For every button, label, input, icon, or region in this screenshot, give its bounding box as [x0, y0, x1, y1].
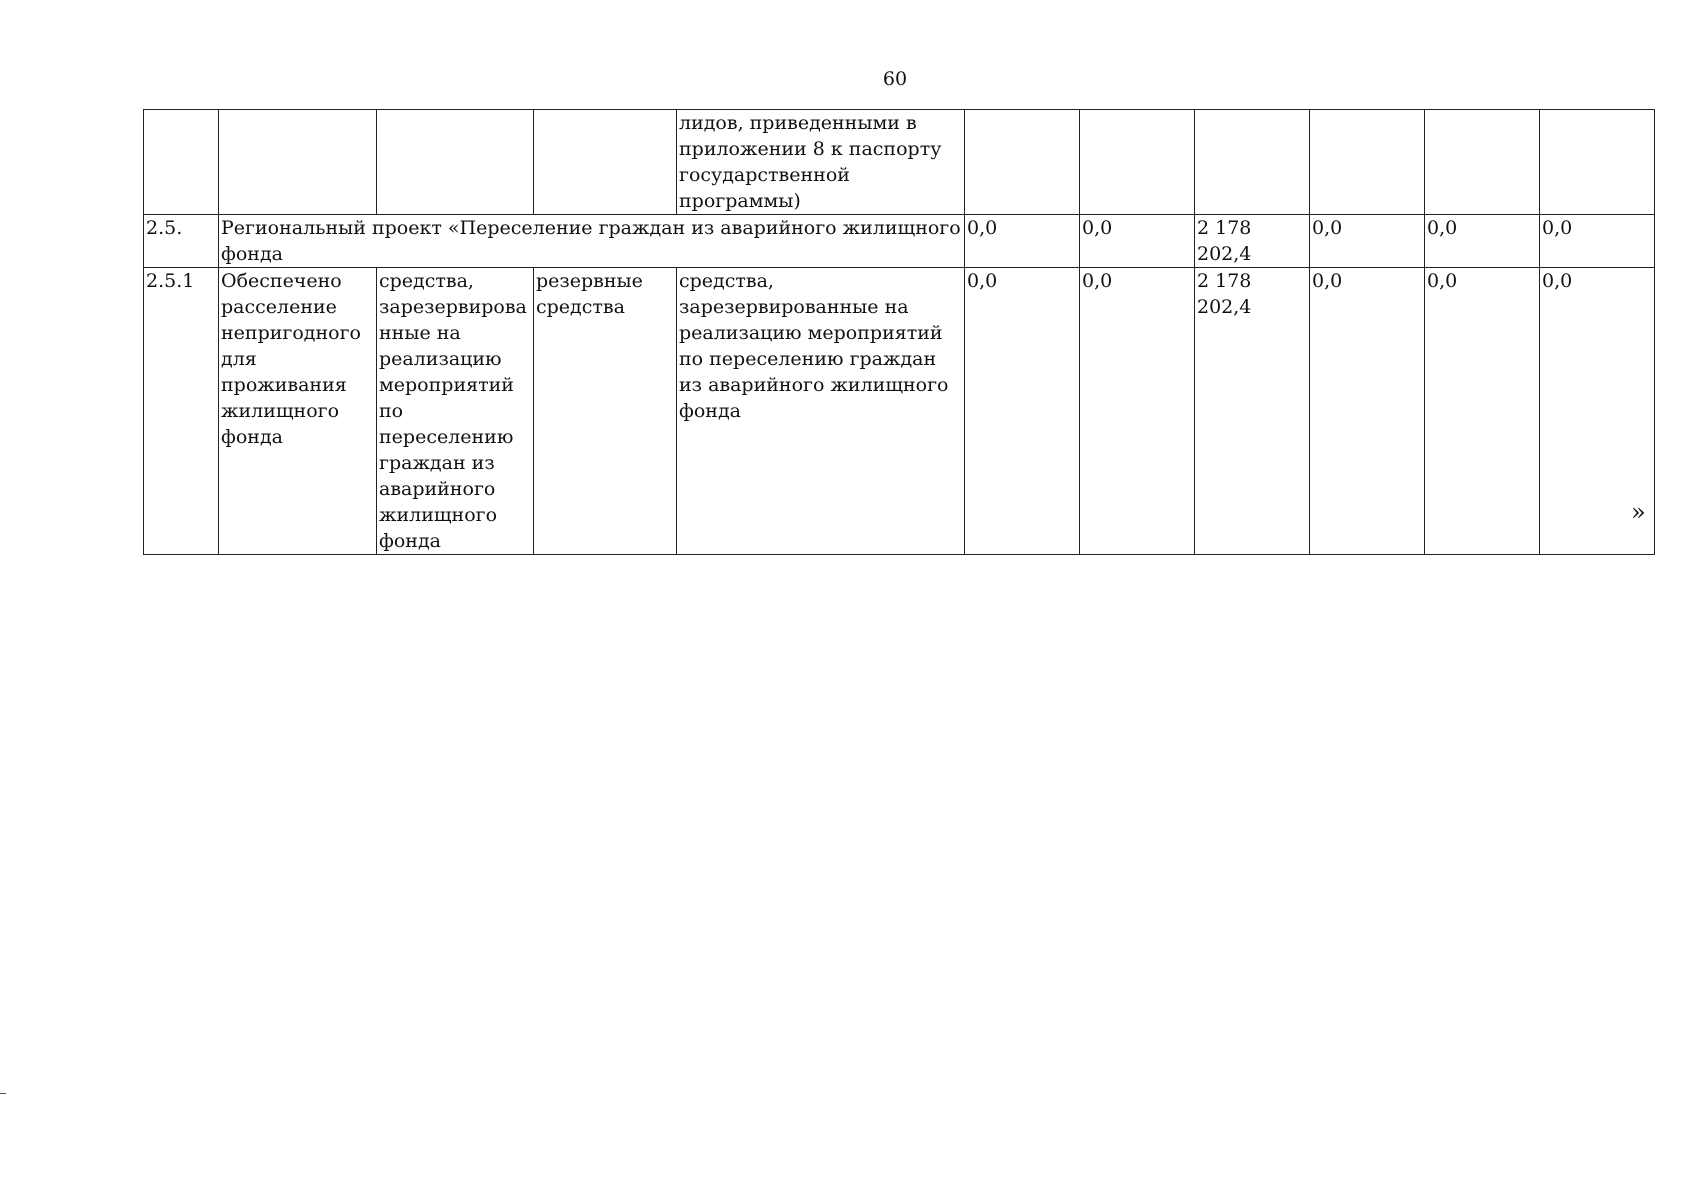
cell-description: средства, зарезервированные на реализацию мероприятий по переселению граждан из аварийного жилищного фонда — [677, 268, 965, 555]
cell-value: 0,0 — [1540, 268, 1655, 555]
closing-quote: » — [1631, 498, 1646, 526]
cell-value — [1195, 110, 1310, 215]
cell-value: 2 178 202,4 — [1195, 268, 1310, 555]
cell-value: 0,0 — [1310, 215, 1425, 268]
cell-project-title: Региональный проект «Переселение граждан из аварийного жилищного фонда — [219, 215, 965, 268]
cell-result: Обеспечено расселение непригодного для проживания жилищного фонда — [219, 268, 377, 555]
table-row-item — [144, 268, 1655, 555]
scan-edge-mark — [0, 1093, 6, 1094]
cell-type — [534, 110, 677, 215]
cell-result — [219, 110, 377, 215]
table-row-continuation — [144, 110, 1655, 215]
cell-source — [377, 110, 534, 215]
cell-type: резервные средства — [534, 268, 677, 555]
cell-value: 0,0 — [1425, 268, 1540, 555]
page-number: 60 — [882, 68, 908, 90]
cell-value — [1310, 110, 1425, 215]
cell-value: 0,0 — [1080, 268, 1195, 555]
cell-value: 0,0 — [1540, 215, 1655, 268]
cell-num: 2.5. — [144, 215, 219, 268]
cell-value: 0,0 — [1425, 215, 1540, 268]
cell-num — [144, 110, 219, 215]
cell-value: 2 178 202,4 — [1195, 215, 1310, 268]
cell-source: средства, зарезервированные на реализацию мероприятий по переселению граждан из аварийного жилищного фонда — [377, 268, 534, 555]
cell-value: 0,0 — [1310, 268, 1425, 555]
cell-value: 0,0 — [965, 268, 1080, 555]
cell-value — [965, 110, 1080, 215]
cell-value — [1080, 110, 1195, 215]
cell-value — [1425, 110, 1540, 215]
cell-value: 0,0 — [1080, 215, 1195, 268]
budget-table — [143, 109, 1655, 555]
cell-description: лидов, приведенными в приложении 8 к паспорту государственной программы) — [677, 110, 965, 215]
table-row-project — [144, 215, 1655, 268]
cell-num: 2.5.1 — [144, 268, 219, 555]
cell-value: 0,0 — [965, 215, 1080, 268]
cell-value — [1540, 110, 1655, 215]
